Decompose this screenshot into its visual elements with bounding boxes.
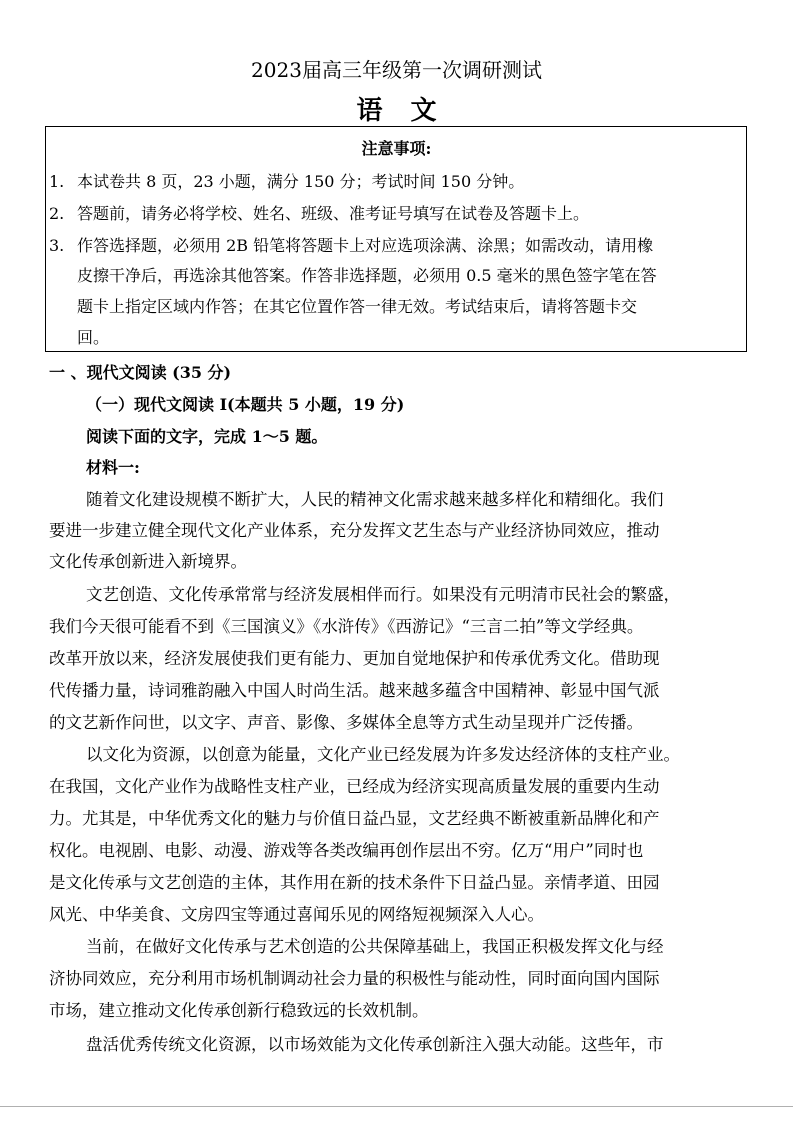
paragraph-line: 随着文化建设规模不断扩大，人民的精神文化需求越来越多样化和精细化。我们 — [86, 490, 664, 509]
paragraph-line: 力。尤其是，中华优秀文化的魅力与价值日益凸显，文艺经典不断被重新品牌化和产 — [49, 809, 660, 828]
paragraph-line: 文化传承创新进入新境界。 — [49, 552, 247, 571]
subject-title: 语文 — [356, 96, 465, 126]
paragraph-line: 权化。电视剧、电影、动漫、游戏等各类改编再创作层出不穷。亿万“用户”同时也 — [49, 841, 644, 860]
notice-item-text: 作答选择题，必须用 2B 铅笔将答题卡上对应选项涂满、涂黑；如需改动，请用橡 — [77, 236, 654, 255]
exam-title: 2023届高三年级第一次调研测试 — [251, 58, 542, 82]
notice-item-number: 2. — [49, 204, 65, 223]
page-bottom-divider — [0, 1106, 793, 1107]
paragraph-line: 我们今天很可能看不到《三国演义》《水浒传》《西游记》“三言二拍”等文学经典。 — [49, 617, 644, 636]
paragraph-line: 在我国，文化产业作为战略性支柱产业，已经成为经济实现高质量发展的重要内生动 — [49, 777, 660, 796]
paragraph-line: 的文艺新作问世，以文字、声音、影像、多媒体全息等方式生动呈现并广泛传播。 — [49, 713, 643, 732]
notice-item-text: 答题前，请务必将学校、姓名、班级、准考证号填写在试卷及答题卡上。 — [77, 204, 590, 223]
paragraph-line: 当前，在做好文化传承与艺术创造的公共保障基础上，我国正积极发挥文化与经 — [86, 937, 664, 956]
notice-item-text: 题卡上指定区域内作答；在其它位置作答一律无效。考试结束后，请将答题卡交 — [77, 297, 638, 316]
section-title: 一 、现代文阅读 (35 分) — [49, 363, 232, 382]
paragraph-line: 市场，建立推动文化传承创新行稳致远的长效机制。 — [49, 1001, 429, 1020]
paragraph-line: 是文化传承与文艺创造的主体，其作用在新的技术条件下日益凸显。亲情孝道、田园 — [49, 873, 660, 892]
paragraph-line: 以文化为资源，以创意为能量，文化产业已经发展为许多发达经济体的支柱产业。 — [86, 745, 680, 764]
paragraph-line: 代传播力量，诗词雅韵融入中国人时尚生活。越来越多蕴含中国精神、彰显中国气派 — [49, 681, 660, 700]
paragraph-line: 济协同效应，充分利用市场机制调动社会力量的积极性与能动性，同时面向国内国际 — [49, 969, 660, 988]
paragraph-line: 要进一步建立健全现代文化产业体系，充分发挥文艺生态与产业经济协同效应，推动 — [49, 521, 660, 540]
notice-heading: 注意事项: — [361, 139, 432, 158]
section-subtitle: （一）现代文阅读 I(本题共 5 小题，19 分) — [86, 395, 405, 414]
paragraph-line: 文艺创造、文化传承常常与经济发展相伴而行。如果没有元明清市民社会的繁盛， — [86, 585, 680, 604]
paragraph-line: 盘活优秀传统文化资源，以市场效能为文化传承创新注入强大动能。这些年，市 — [86, 1035, 664, 1054]
paragraph-line: 风光、中华美食、文房四宝等通过喜闻乐见的网络短视频深入人心。 — [49, 905, 544, 924]
notice-item-number: 3. — [49, 236, 65, 255]
material-label: 材料一: — [86, 458, 140, 477]
notice-item-text: 回。 — [77, 328, 110, 347]
notice-item-number: 1. — [49, 172, 65, 191]
reading-instruction: 阅读下面的文字，完成 1～5 题。 — [86, 427, 328, 446]
notice-item-text: 皮擦干净后，再选涂其他答案。作答非选择题，必须用 0.5 毫米的黑色签字笔在答 — [77, 266, 657, 285]
notice-item-text: 本试卷共 8 页，23 小题，满分 150 分；考试时间 150 分钟。 — [77, 172, 525, 191]
paragraph-line: 改革开放以来，经济发展使我们更有能力、更加自觉地保护和传承优秀文化。借助现 — [49, 649, 660, 668]
